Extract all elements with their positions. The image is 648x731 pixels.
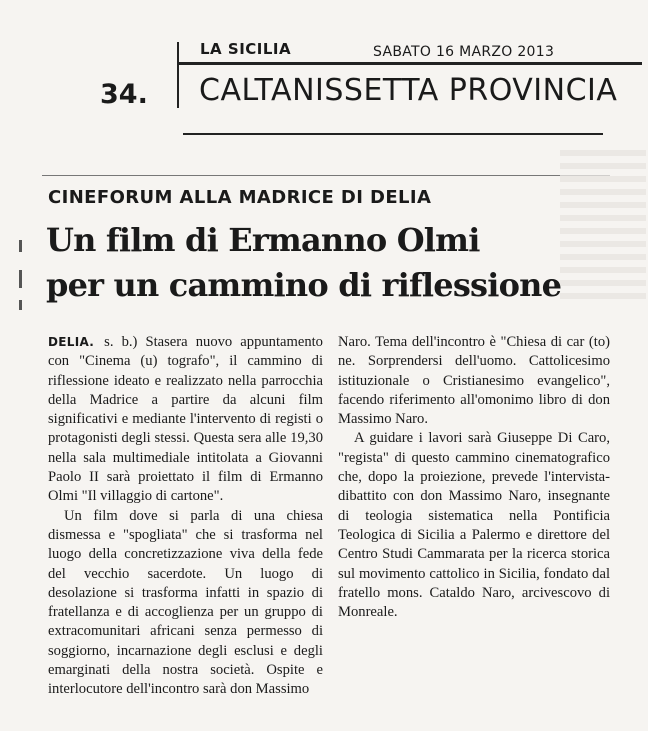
scan-edge-mark bbox=[19, 300, 22, 310]
page-number: 34. bbox=[100, 79, 148, 110]
scan-edge-mark bbox=[19, 240, 22, 252]
publication-name: LA SICILIA bbox=[200, 40, 292, 58]
paragraph-3: A guidare i lavori sarà Giuseppe Di Caro, "regista" di questo cammino cinematografico che, dopo la proiezione, prevede l'intervista-dibattito con don Massimo Naro, insegnante di teologia sistematica nella Pontificia Teologica di Sicilia a Palermo e direttore del Centro Studi Cammarata per la ricerca storica sul movimento cattolico in Sicilia, fondato dal fratello mons. Cataldo Naro, arcivescovo di Monreale. bbox=[338, 430, 610, 621]
paragraph-2-continued: Naro. Tema dell'incontro è "Chiesa di car (to) ne. Sorprendersi dell'uomo. Cattolicesimo istituzionale o Cristianesimo evangelico", facendo riferimento all'omonimo libro di don Massimo Naro. bbox=[338, 334, 610, 428]
section-title: CALTANISSETTA PROVINCIA bbox=[199, 73, 618, 108]
masthead-vertical-rule bbox=[177, 42, 179, 108]
dateline: DELIA. bbox=[48, 335, 95, 349]
masthead-top-rule bbox=[177, 62, 642, 65]
paragraph-1 bbox=[48, 333, 323, 507]
article-top-rule bbox=[42, 175, 610, 176]
byline: s. b.) bbox=[104, 334, 138, 350]
article-headline bbox=[46, 218, 626, 308]
article-kicker: CINEFORUM ALLA MADRICE DI DELIA bbox=[48, 187, 432, 208]
publication-date: SABATO 16 MARZO 2013 bbox=[373, 44, 555, 60]
headline-line-1: Un film di Ermanno Olmi bbox=[46, 221, 480, 259]
article-column-right bbox=[338, 333, 610, 622]
paragraph-2: Un film dove si parla di una chiesa dismessa e "spogliata" che si trasforma nel luogo della concretizzazione viva della fede del vecchio sacerdote. Un luogo di desolazione si trasforma infatti in spazio di fratellanza e di accoglienza per un gruppo di extracomunitari africani senza permesso di soggiorno, incarnazione degli esclusi e degli emarginati della nostra società. Ospite e interlocutore dell'incontro sarà don Massimo bbox=[48, 507, 323, 698]
paragraph-1-text: Stasera nuovo appuntamento con "Cinema (u) tografo", il cammino di riflessione ideato e realizzato nella parrocchia della Madrice a partire da alcuni film significativi e mediante l'intervento di registi o protagonisti degli stessi. Questa sera alle 19,30 nella sala multimediale intitolata a Giovanni Paolo II sarà proiettato il film di Ermanno Olmi "Il villaggio di cartone". bbox=[48, 334, 323, 505]
headline-line-2: per un cammino di riflessione bbox=[46, 266, 562, 304]
masthead-bottom-rule bbox=[183, 133, 603, 135]
scan-edge-mark bbox=[19, 270, 22, 288]
article-column-left bbox=[48, 333, 323, 700]
